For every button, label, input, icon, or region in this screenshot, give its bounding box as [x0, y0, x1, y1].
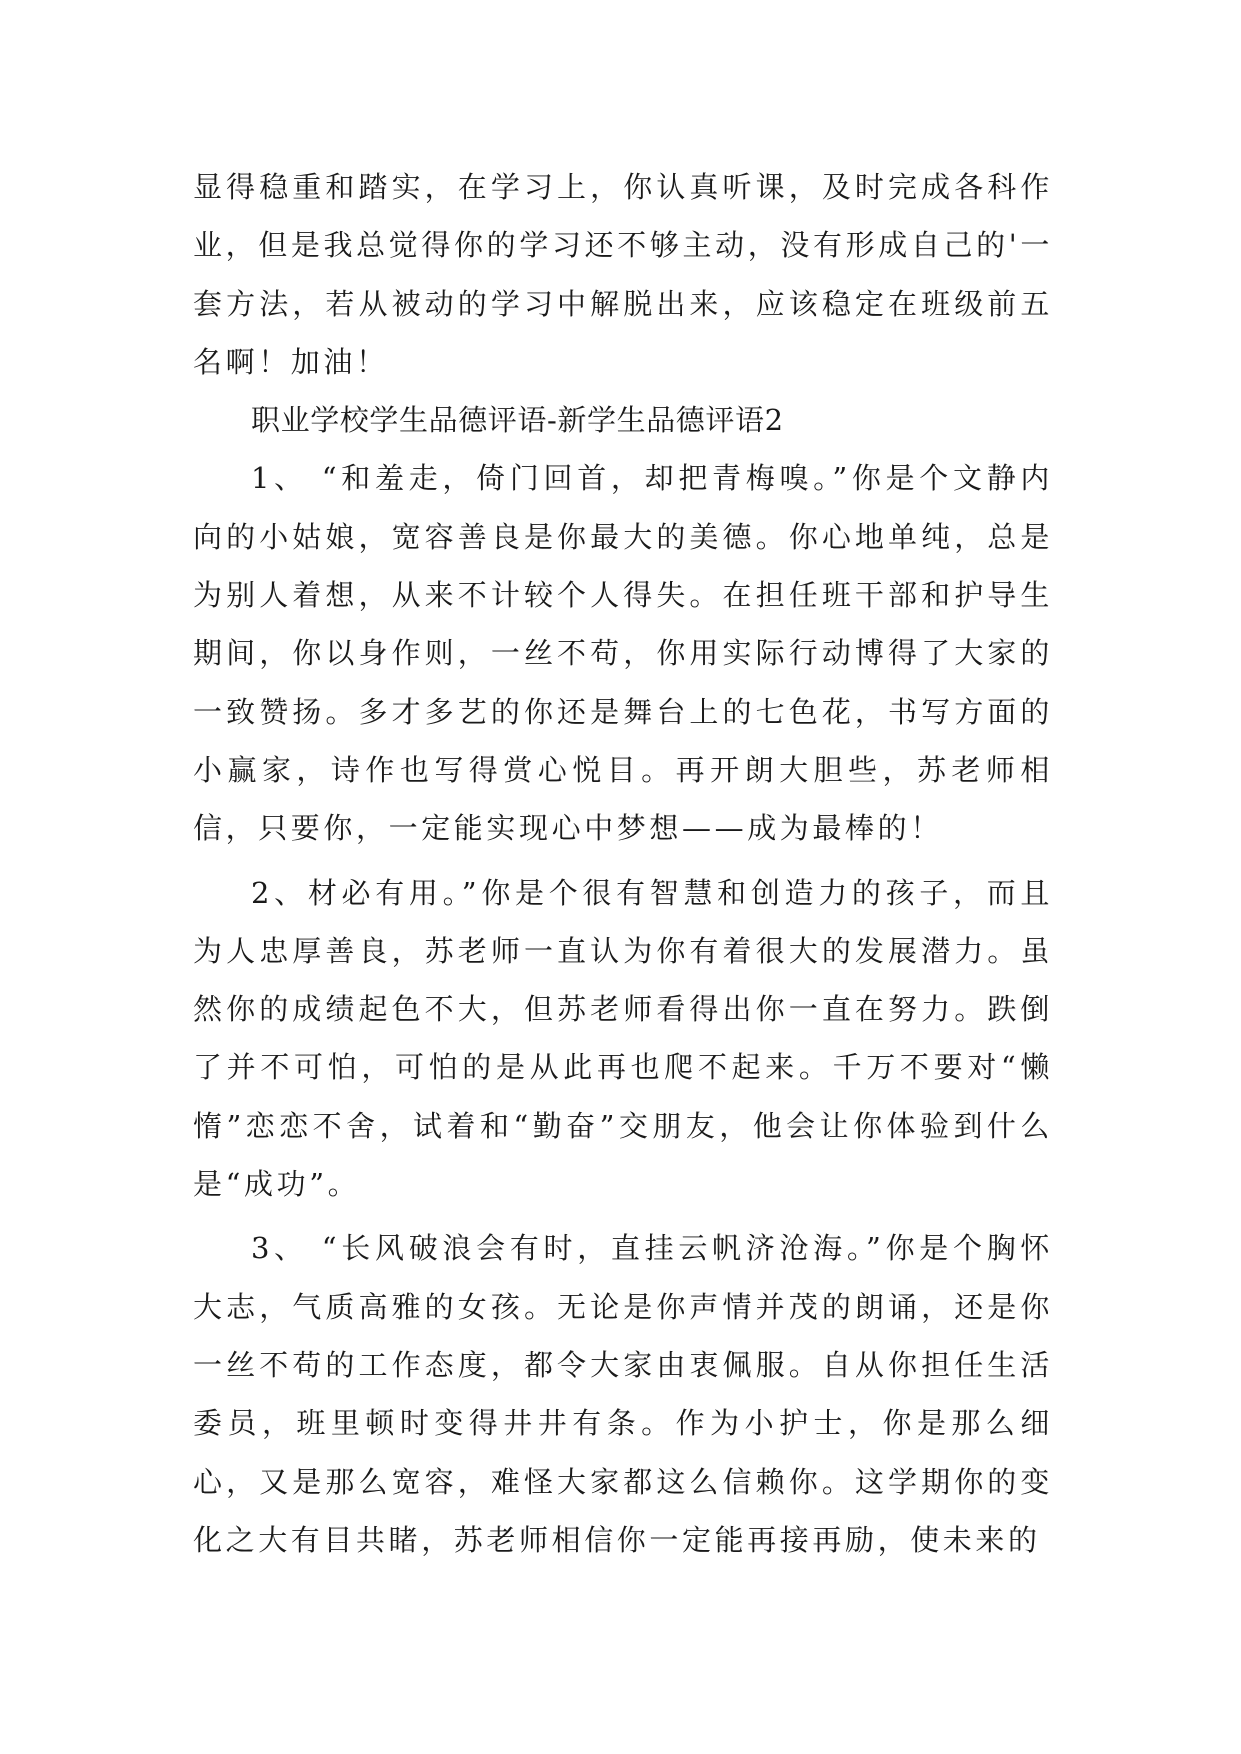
paragraph-comment-2: 2、材必有用。”你是个很有智慧和创造力的孩子，而且为人忠厚善良，苏老师一直认为你有着很大的发展潜力。虽然你的成绩起色不大，但苏老师看得出你一直在努力。跌倒了并不可怕，可怕的是从此再也爬不起来。千万不要对“懒惰”恋恋不舍，试着和“勤奋”交朋友，他会让你体验到什么是“成功”。: [193, 875, 1053, 1202]
paragraph-comment-1: 1、 “和羞走，倚门回首，却把青梅嗅。”你是个文静内向的小姑娘，宽容善良是你最大的美德。你心地单纯，总是为别人着想，从来不计较个人得失。在担任班干部和护导生期间，你以身作则，一丝不苟，你用实际行动博得了大家的一致赞扬。多才多艺的你还是舞台上的七色花，书写方面的小赢家，诗作也写得赏心悦目。再开朗大胆些，苏老师相信，只要你，一定能实现心中梦想——成为最棒的！: [193, 461, 1053, 846]
paragraph-comment-3: 3、 “长风破浪会有时，直挂云帆济沧海。”你是个胸怀大志，气质高雅的女孩。无论是你声情并茂的朗诵，还是你一丝不苟的工作态度，都令大家由衷佩服。自从你担任生活委员，班里顿时变得井井有条。作为小护士，你是那么细心，又是那么宽容，难怪大家都这么信赖你。这学期你的变化之大有目共睹，苏老师相信你一定能再接再励，使未来的: [193, 1231, 1053, 1557]
document-body: [193, 158, 1053, 1569]
paragraph-continuation: 显得稳重和踏实，在学习上，你认真听课，及时完成各科作业，但是我总觉得你的学习还不够主动，没有形成自己的'一套方法，若从被动的学习中解脱出来，应该稳定在班级前五名啊！加油！: [193, 170, 1053, 379]
section-title: 职业学校学生品德评语-新学生品德评语2: [251, 403, 784, 438]
